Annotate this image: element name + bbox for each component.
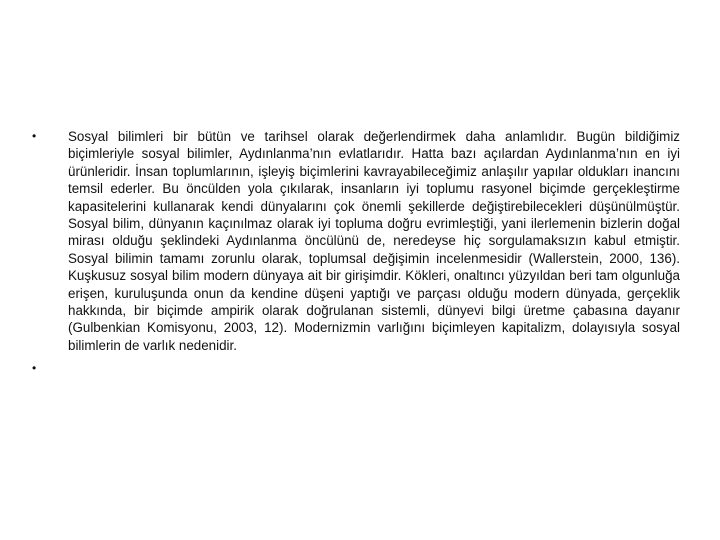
bullet-dot-icon: •: [32, 129, 37, 143]
bullet-list: [30, 128, 680, 378]
bullet-item-empty: [30, 360, 680, 378]
bullet-dot-icon: •: [32, 361, 37, 376]
bullet-paragraph: Sosyal bilimleri bir bütün ve tarihsel olarak değerlendirmek daha anlamlıdır. Bugün bildiğimiz biçimleriyle sosyal bilimler, Aydınlanma’nın evlatlarıdır. Hatta bazı açılardan Aydınlanma’nın en iyi ürünleridir. İnsan toplumlarının, işleyiş biçimlerini kavrayabileceğimiz anlaşılır yapılar oldukları inancını temsil ederler. Bu öncülden yola çıkılarak, insanların iyi toplumu rasyonel biçimde gerçekleştirme kapasitelerini kullanarak kendi dünyalarını çok önemli şekillerde değiştirebilecekleri düşünülmüştür. Sosyal bilim, dünyanın kaçınılmaz olarak iyi topluma doğru evrimleştiği, yani ilerlemenin bizlerin doğal mirası olduğu şeklindeki Aydınlanma öncülünü de, neredeyse hiç sorgulamaksızın kabul etmiştir. Sosyal bilimin tamamı zorunlu olarak, toplumsal değişimin incelenmesidir (Wallerstein, 2000, 136). Kuşkusuz sosyal bilim modern dünyaya ait bir girişimdir. Kökleri, onaltıncı yüzyıldan beri tam olgunluğa erişen, kuruluşunda onun da kendine düşeni yaptığı ve parçası olduğu modern dünyada, gerçeklik hakkında, bir biçimde ampirik olarak doğrulanan sistemli, dünyevi bilgi üretme çabasına dayanır (Gulbenkian Komisyonu, 2003, 12). Modernizmin varlığını biçimleyen kapitalizm, dolayısıyla sosyal bilimlerin de varlık nedenidir.: [68, 129, 680, 353]
bullet-item: [30, 128, 680, 354]
